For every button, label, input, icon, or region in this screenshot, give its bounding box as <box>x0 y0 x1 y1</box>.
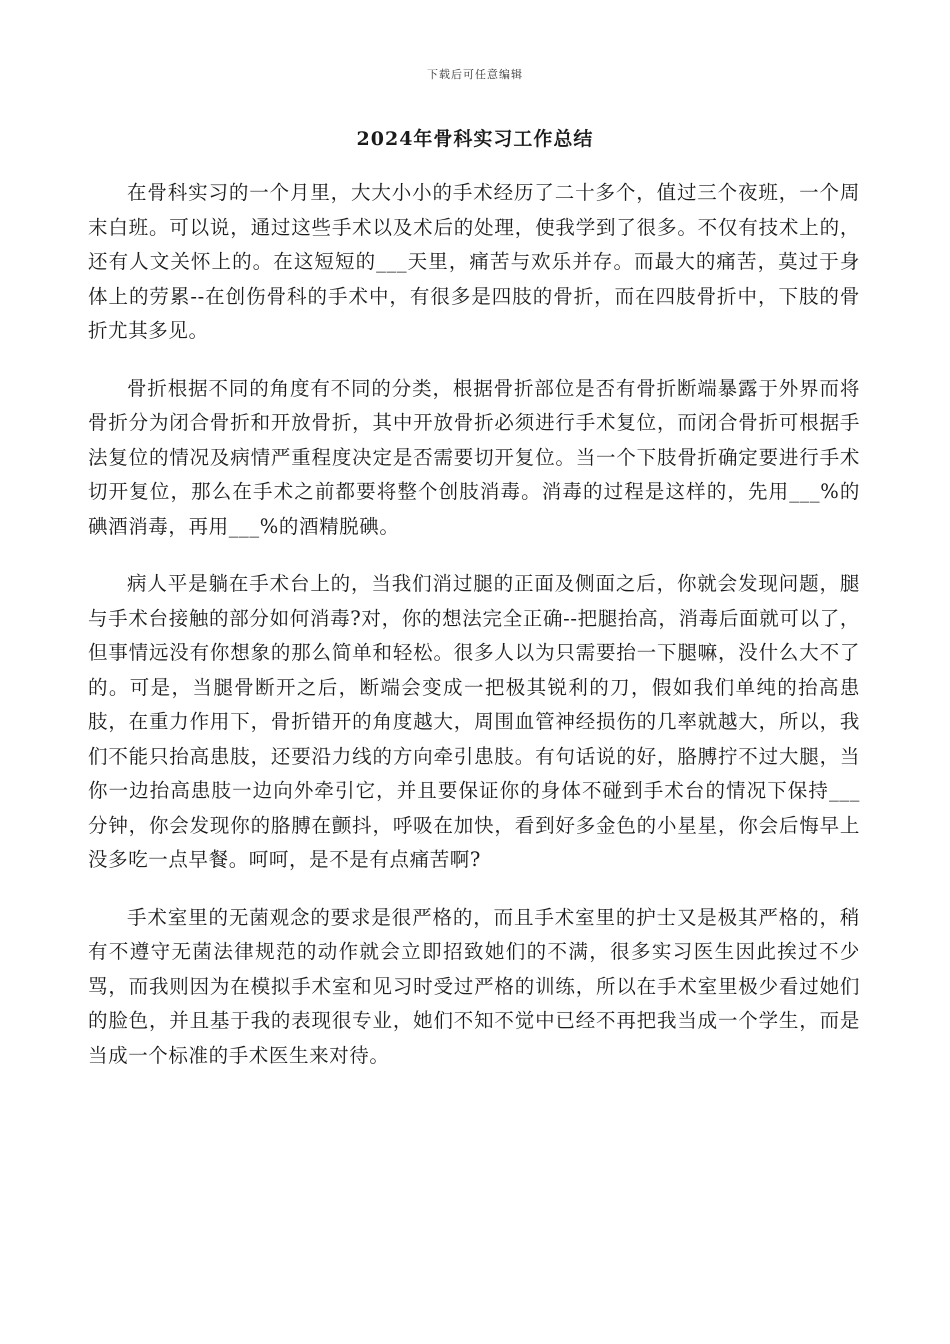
document-title: 2024年骨科实习工作总结 <box>356 128 594 150</box>
paragraph-2: 骨折根据不同的角度有不同的分类，根据骨折部位是否有骨折断端暴露于外界而将骨折分为闭合骨折和开放骨折，其中开放骨折必须进行手术复位，而闭合骨折可根据手法复位的情况及病情严重程度决定是否需要切开复位。当一个下肢骨折确定要进行手术切开复位，那么在手术之前都要将整个创肢消毒。消毒的过程是这样的，先用___%的碘酒消毒，再用___%的酒精脱碘。 <box>88 376 860 538</box>
paragraph-1: 在骨科实习的一个月里，大大小小的手术经历了二十多个，值过三个夜班，一个周末白班。可以说，通过这些手术以及术后的处理，使我学到了很多。不仅有技术上的，还有人文关怀上的。在这短短的___天里，痛苦与欢乐并存。而最大的痛苦，莫过于身体上的劳累--在创伤骨科的手术中，有很多是四肢的骨折，而在四肢骨折中，下肢的骨折尤其多见。 <box>88 181 860 342</box>
document-body <box>88 176 860 1096</box>
paragraph-4: 手术室里的无菌观念的要求是很严格的，而且手术室里的护士又是极其严格的，稍有不遵守无菌法律规范的动作就会立即招致她们的不满，很多实习医生因此挨过不少骂，而我则因为在模拟手术室和见习时受过严格的训练，所以在手术室里极少看过她们的脸色，并且基于我的表现很专业，她们不知不觉中已经不再把我当成一个学生，而是当成一个标准的手术医生来对待。 <box>88 905 860 1067</box>
header-note: 下载后可任意编辑 <box>427 68 523 81</box>
paragraph-3: 病人平是躺在手术台上的，当我们消过腿的正面及侧面之后，你就会发现问题，腿与手术台接触的部分如何消毒?对，你的想法完全正确--把腿抬高，消毒后面就可以了，但事情远没有你想象的那么简单和轻松。很多人以为只需要抬一下腿嘛，没什么大不了的。可是，当腿骨断开之后，断端会变成一把极其锐利的刀，假如我们单纯的抬高患肢，在重力作用下，骨折错开的角度越大，周围血管神经损伤的几率就越大，所以，我们不能只抬高患肢，还要沿力线的方向牵引患肢。有句话说的好，胳膊拧不过大腿，当你一边抬高患肢一边向外牵引它，并且要保证你的身体不碰到手术台的情况下保持___分钟，你会发现你的胳膊在颤抖，呼吸在加快，看到好多金色的小星星，你会后悔早上没多吃一点早餐。呵呵，是不是有点痛苦啊? <box>88 572 860 871</box>
